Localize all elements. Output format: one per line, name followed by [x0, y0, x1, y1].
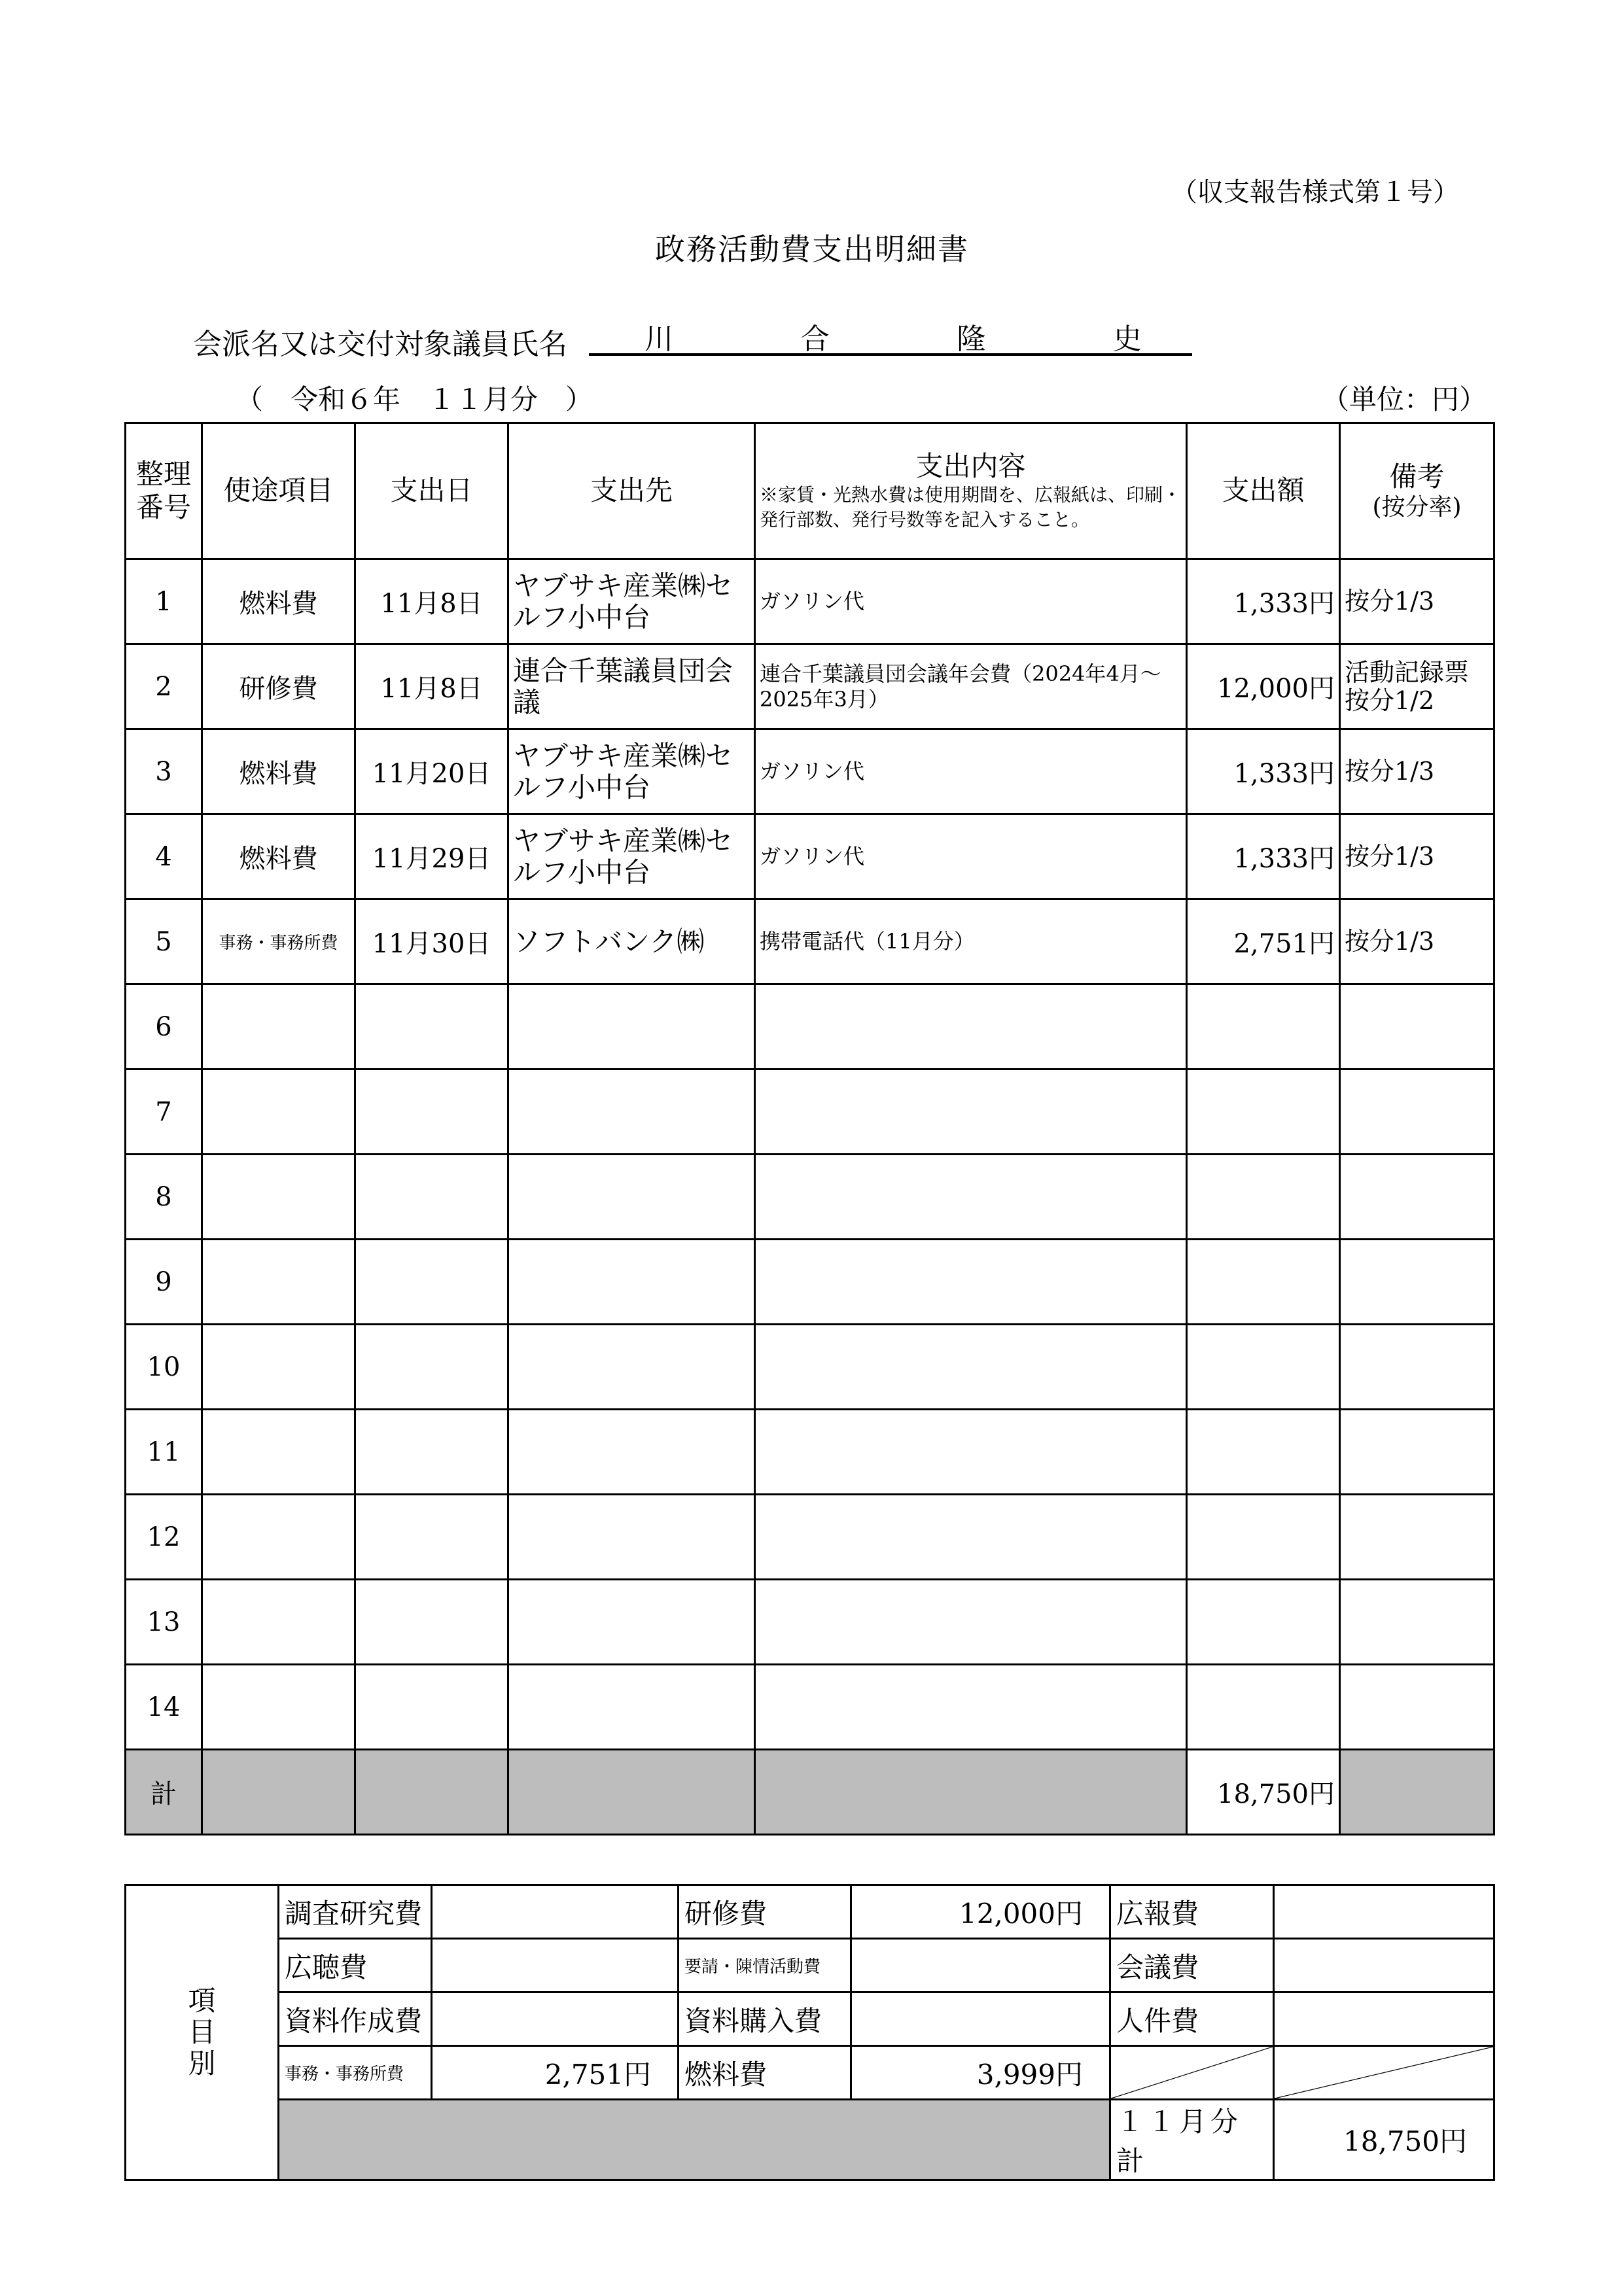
table-row	[126, 984, 1494, 1070]
summary-table	[124, 1884, 1495, 2181]
row-number: 12	[126, 1495, 202, 1580]
table-row	[126, 1410, 1494, 1495]
row-content: ガソリン代	[755, 814, 1187, 899]
row-number: 5	[126, 899, 202, 984]
summary-label: 調査研究費	[279, 1885, 432, 1939]
summary-side-label: 項目別	[126, 1885, 279, 2180]
unit-label: （単位：円）	[1322, 383, 1487, 415]
row-remarks: 按分1/3	[1340, 814, 1494, 899]
row-remarks	[1340, 1240, 1494, 1325]
row-content: ガソリン代	[755, 559, 1187, 644]
row-number: 4	[126, 814, 202, 899]
row-item: 事務・事務所費	[202, 899, 355, 984]
row-remarks: 按分1/3	[1340, 729, 1494, 814]
diagonal-line	[1275, 2047, 1493, 2098]
member-name-char: 隆	[957, 322, 986, 356]
table-row	[126, 899, 1494, 984]
row-content: ガソリン代	[755, 729, 1187, 814]
table-row	[126, 1070, 1494, 1155]
row-amount	[1187, 984, 1340, 1070]
row-date: 11月20日	[355, 729, 508, 814]
row-item	[202, 984, 355, 1070]
summary-value	[851, 1939, 1110, 1992]
row-content	[755, 1240, 1187, 1325]
summary-label: 人件費	[1110, 1992, 1274, 2046]
row-payee	[508, 1410, 755, 1495]
row-item	[202, 1495, 355, 1580]
row-number: 14	[126, 1665, 202, 1750]
content-header-title: 支出内容	[915, 449, 1026, 482]
row-content	[755, 1665, 1187, 1750]
row-number: 10	[126, 1325, 202, 1410]
summary-label: 研修費	[679, 1885, 851, 1939]
row-remarks: 活動記録票按分1/2	[1340, 644, 1494, 729]
row-payee: ヤブサキ産業㈱セルフ小中台	[508, 559, 755, 644]
row-date	[355, 1665, 508, 1750]
member-name-char: 史	[1112, 322, 1142, 356]
member-name-label: 会派名又は交付対象議員氏名	[193, 328, 567, 361]
row-number: 1	[126, 559, 202, 644]
summary-value	[1274, 1992, 1494, 2046]
row-amount	[1187, 1495, 1340, 1580]
row-content: 携帯電話代（11月分）	[755, 899, 1187, 984]
total-empty-cell	[355, 1750, 508, 1835]
summary-row	[126, 1992, 1494, 2046]
row-amount	[1187, 1665, 1340, 1750]
summary-label: 資料作成費	[279, 1992, 432, 2046]
summary-row	[126, 1939, 1494, 1992]
total-empty-cell	[755, 1750, 1187, 1835]
row-date	[355, 1410, 508, 1495]
row-remarks	[1340, 1070, 1494, 1155]
row-date	[355, 1325, 508, 1410]
row-amount	[1187, 1410, 1340, 1495]
table-row	[126, 559, 1494, 644]
total-label: 計	[126, 1750, 202, 1835]
table-row	[126, 644, 1494, 729]
row-amount	[1187, 1580, 1340, 1665]
table-row	[126, 814, 1494, 899]
row-number: 13	[126, 1580, 202, 1665]
row-content	[755, 1325, 1187, 1410]
row-amount	[1187, 1325, 1340, 1410]
total-amount: 18,750円	[1187, 1750, 1340, 1835]
month-total-value: 18,750円	[1274, 2100, 1494, 2180]
summary-label: 会議費	[1110, 1939, 1274, 1992]
row-amount: 1,333円	[1187, 729, 1340, 814]
summary-gray-cell	[279, 2100, 1110, 2180]
row-number: 9	[126, 1240, 202, 1325]
summary-value	[1274, 1885, 1494, 1939]
summary-row	[126, 2100, 1494, 2180]
row-date	[355, 1155, 508, 1240]
table-row	[126, 729, 1494, 814]
row-date	[355, 1580, 508, 1665]
row-payee	[508, 1240, 755, 1325]
member-name-char: 合	[800, 322, 830, 356]
table-row	[126, 1580, 1494, 1665]
row-number: 11	[126, 1410, 202, 1495]
row-item	[202, 1070, 355, 1155]
summary-label: 広報費	[1110, 1885, 1274, 1939]
summary-row	[126, 1885, 1494, 1939]
col-no-header: 整理番号	[126, 423, 202, 559]
content-header-note: ※家賃・光熱水費は使用期間を、広報紙は、印刷・発行部数、発行号数等を記入すること。	[760, 483, 1182, 531]
row-item	[202, 1240, 355, 1325]
row-payee	[508, 1580, 755, 1665]
form-number: （収支報告様式第１号）	[1171, 177, 1459, 207]
col-amount-header: 支出額	[1187, 423, 1340, 559]
diagonal-cell	[1274, 2046, 1494, 2100]
row-content	[755, 984, 1187, 1070]
row-payee	[508, 1325, 755, 1410]
row-amount	[1187, 1240, 1340, 1325]
row-date	[355, 1495, 508, 1580]
row-payee	[508, 1495, 755, 1580]
row-date: 11月29日	[355, 814, 508, 899]
summary-label: 広聴費	[279, 1939, 432, 1992]
row-date	[355, 1240, 508, 1325]
summary-label: 要請・陳情活動費	[679, 1939, 851, 1992]
diagonal-line	[1111, 2047, 1273, 2098]
row-number: 2	[126, 644, 202, 729]
row-number: 8	[126, 1155, 202, 1240]
row-remarks	[1340, 1410, 1494, 1495]
summary-label: 事務・事務所費	[279, 2046, 432, 2100]
row-item	[202, 1665, 355, 1750]
summary-value	[432, 1939, 679, 1992]
row-amount	[1187, 1070, 1340, 1155]
row-number: 3	[126, 729, 202, 814]
row-item: 燃料費	[202, 559, 355, 644]
summary-value	[432, 1885, 679, 1939]
col-payee-header: 支出先	[508, 423, 755, 559]
row-content: 連合千葉議員団会議年会費（2024年4月～2025年3月）	[755, 644, 1187, 729]
row-content	[755, 1495, 1187, 1580]
row-item	[202, 1580, 355, 1665]
row-content	[755, 1155, 1187, 1240]
month-total-label: １１月分計	[1110, 2100, 1274, 2180]
row-payee	[508, 1155, 755, 1240]
row-item	[202, 1410, 355, 1495]
total-row	[126, 1750, 1494, 1835]
row-remarks	[1340, 984, 1494, 1070]
table-row	[126, 1665, 1494, 1750]
row-item	[202, 1155, 355, 1240]
diagonal-cell	[1110, 2046, 1274, 2100]
member-name-char: 川	[644, 322, 673, 356]
total-empty-cell	[508, 1750, 755, 1835]
summary-value: 12,000円	[851, 1885, 1110, 1939]
period: （ 令和６年 １１月分 ）	[236, 383, 593, 415]
row-content	[755, 1070, 1187, 1155]
table-row	[126, 1240, 1494, 1325]
remarks-header-title: 備考	[1389, 460, 1445, 493]
summary-value: 3,999円	[851, 2046, 1110, 2100]
table-row	[126, 1325, 1494, 1410]
row-remarks	[1340, 1580, 1494, 1665]
row-item: 研修費	[202, 644, 355, 729]
col-remarks-header	[1340, 423, 1494, 559]
header-row	[126, 423, 1494, 559]
row-remarks: 按分1/3	[1340, 559, 1494, 644]
row-remarks	[1340, 1665, 1494, 1750]
row-date	[355, 984, 508, 1070]
row-amount: 12,000円	[1187, 644, 1340, 729]
col-item-header: 使途項目	[202, 423, 355, 559]
row-payee: ヤブサキ産業㈱セルフ小中台	[508, 814, 755, 899]
row-amount: 2,751円	[1187, 899, 1340, 984]
col-date-header: 支出日	[355, 423, 508, 559]
row-payee	[508, 984, 755, 1070]
table-row	[126, 1155, 1494, 1240]
summary-value: 2,751円	[432, 2046, 679, 2100]
name-underline	[589, 353, 1192, 356]
summary-value	[851, 1992, 1110, 2046]
summary-value	[1274, 1939, 1494, 1992]
row-payee	[508, 1665, 755, 1750]
total-empty-cell	[1340, 1750, 1494, 1835]
row-payee: ソフトバンク㈱	[508, 899, 755, 984]
row-item: 燃料費	[202, 729, 355, 814]
summary-label: 燃料費	[679, 2046, 851, 2100]
row-remarks	[1340, 1495, 1494, 1580]
row-amount: 1,333円	[1187, 814, 1340, 899]
row-content	[755, 1410, 1187, 1495]
row-content	[755, 1580, 1187, 1665]
row-payee	[508, 1070, 755, 1155]
row-date: 11月8日	[355, 559, 508, 644]
summary-row	[126, 2046, 1494, 2100]
member-name	[644, 315, 1142, 357]
expense-table	[124, 422, 1495, 1835]
table-row	[126, 1495, 1494, 1580]
row-date: 11月30日	[355, 899, 508, 984]
row-amount	[1187, 1155, 1340, 1240]
remarks-header-sub: (按分率)	[1372, 494, 1462, 521]
row-date	[355, 1070, 508, 1155]
row-remarks: 按分1/3	[1340, 899, 1494, 984]
row-remarks	[1340, 1155, 1494, 1240]
row-payee: ヤブサキ産業㈱セルフ小中台	[508, 729, 755, 814]
page-title: 政務活動費支出明細書	[655, 232, 969, 267]
row-date: 11月8日	[355, 644, 508, 729]
total-empty-cell	[202, 1750, 355, 1835]
summary-label: 資料購入費	[679, 1992, 851, 2046]
row-remarks	[1340, 1325, 1494, 1410]
row-amount: 1,333円	[1187, 559, 1340, 644]
summary-value	[432, 1992, 679, 2046]
row-payee: 連合千葉議員団会議	[508, 644, 755, 729]
row-item: 燃料費	[202, 814, 355, 899]
row-number: 6	[126, 984, 202, 1070]
row-number: 7	[126, 1070, 202, 1155]
row-item	[202, 1325, 355, 1410]
col-content-header	[755, 423, 1187, 559]
